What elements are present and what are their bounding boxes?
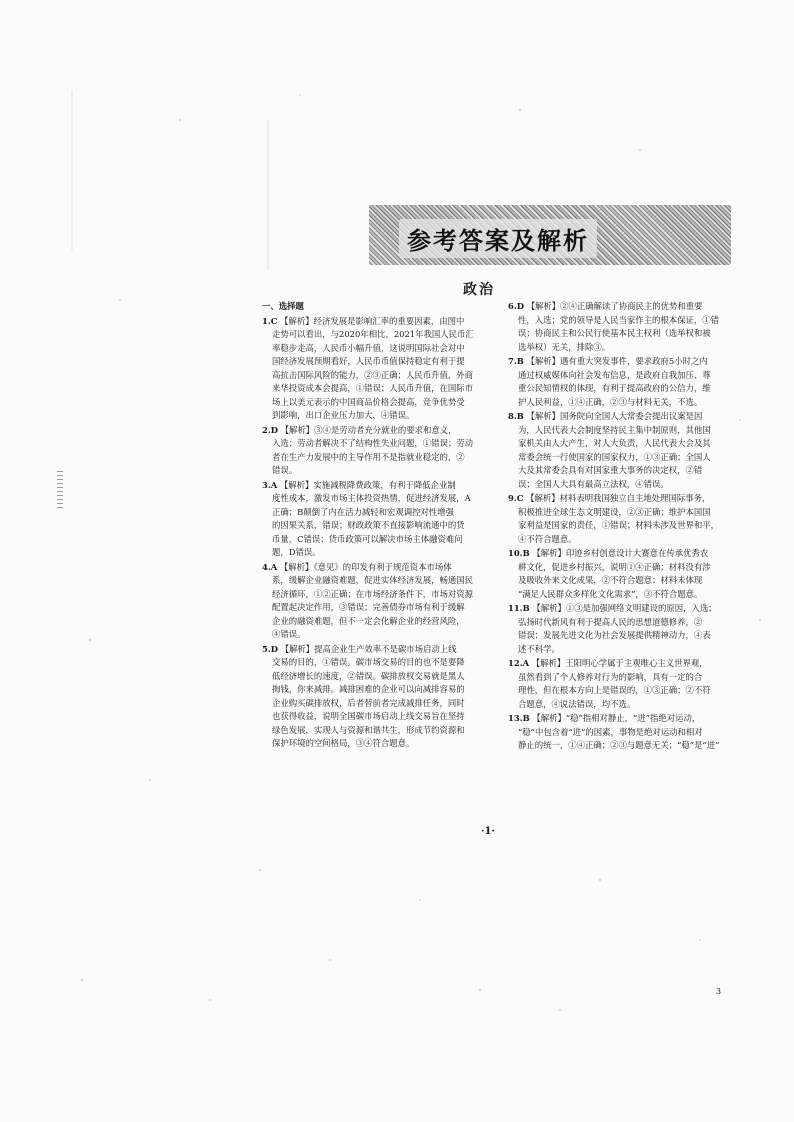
answer-item: [508, 657, 728, 711]
answer-line: 误；全国人大具有最高立法权，④错误。: [518, 478, 669, 489]
answer-line: 错误。: [272, 465, 298, 475]
answer-number: 6.D: [508, 301, 525, 311]
answer-line: 家机关由人大产生，对人大负责，人民代表大会及其: [518, 438, 711, 448]
answer-number: 8.B: [508, 411, 524, 421]
answer-number: 13.B: [508, 713, 530, 723]
answer-line: 正确；B颠倒了内在活力减轻和宏观调控对性增强: [272, 506, 455, 517]
answer-item: [508, 410, 728, 491]
answer-line: “稳”中包含着“进”的因素，事物是绝对运动和相对: [518, 726, 703, 737]
answer-line: 积极推进全球生态文明建设，②③正确；维护本国国: [518, 506, 711, 517]
answer-text: 【解析】印迹乡村创意设计大赛意在传承优秀农: [532, 548, 709, 558]
answer-line: 为，人民代表大会制度坚持民主集中制原则，其他国: [518, 424, 711, 435]
answer-line: 系，缓解企业融资难题，促进实体经济发展，畅通国民: [272, 575, 473, 585]
answer-line: [262, 561, 494, 575]
answer-line: [508, 410, 728, 424]
answer-line: 来华投资成本会提高，①错误；人民币升值，在国际市: [272, 383, 473, 393]
answer-line: [508, 492, 728, 506]
answer-line: 绿色发展，实现人与资源和谐共生，形成节约资源和: [272, 724, 465, 735]
answer-text: 【解析】②④正确解读了协商民主的优势和重要: [526, 301, 703, 311]
answer-number: 11.B: [508, 603, 530, 613]
answer-line: 场上以美元表示的中国商品价格会提高，竞争优势受: [272, 396, 465, 407]
answer-line: [508, 547, 728, 561]
answer-number: 9.C: [508, 493, 524, 503]
answer-line: 也获得收益，说明全国碳市场启动上线交易旨在坚持: [272, 711, 465, 721]
answer-line: 保护环境的空间格局，③④符合题意。: [272, 738, 415, 748]
right-column: [508, 300, 728, 754]
answer-line: 入选；劳动者解决不了结构性失业问题，①错误；劳动: [272, 438, 473, 448]
section-heading: 一、选择题: [262, 301, 304, 311]
answer-line: [508, 602, 728, 616]
answer-line: 率稳步走高，人民币小幅升值，这说明国际社会对中: [272, 342, 465, 353]
answer-text: 【解析】遇有重大突发事件，要求政府5小时之内: [526, 356, 708, 366]
answer-line: 通过权威媒体向社会发布信息，是政府自我加压、尊: [518, 369, 711, 380]
answer-number: 7.B: [508, 356, 524, 366]
answer-text: 【解析】③④是劳动者充分就业的要求和意义，: [280, 424, 457, 435]
left-column: [262, 300, 494, 752]
answer-line: 币量，C错误；货币政策可以解决市场主体融资难问: [272, 533, 463, 544]
answer-line: 企业购买碳排放权，后者替前者完成减排任务，同时: [272, 697, 465, 708]
answer-line: ④不符合题意。: [518, 533, 577, 544]
answer-number: 2.D: [262, 424, 279, 435]
title-banner: [369, 205, 731, 265]
answer-item: [508, 355, 728, 409]
answer-line: [262, 315, 494, 329]
answer-line: [262, 643, 494, 657]
page-number: ·1·: [481, 826, 495, 837]
subject-heading: 政治: [463, 282, 495, 298]
right-answer-list: [508, 300, 728, 753]
answer-line: 到影响，出口企业压力加大，④错误。: [272, 410, 415, 420]
answer-text: 【解析】王阳明心学属于主观唯心主义世界观，: [531, 658, 708, 668]
answer-line: 性，入选；党的领导是人民当家作主的根本保证，①错: [518, 314, 719, 325]
answer-number: 12.A: [508, 658, 530, 668]
answer-line: 理性，但在根本方向上是错误的，①③正确；②不符: [518, 685, 711, 695]
answer-number: 10.B: [508, 548, 530, 558]
answer-line: 低经济增长的速度，②错误。碳排放权交易就是黑人: [272, 670, 465, 681]
answer-line: 的因果关系，错误；财政政策不直接影响流通中的货: [272, 520, 465, 530]
answer-line: [508, 355, 728, 369]
answer-item: [262, 643, 494, 751]
answer-item: [262, 479, 494, 560]
answer-line: 合题意，④说法错误，均不选。: [518, 698, 636, 709]
answer-item: [262, 315, 494, 423]
answer-line: 交易的目的，①错误。碳市场交易的目的也不是要降: [272, 657, 465, 667]
answer-line: 弘扬时代新风有利于提高人民的思想道德修养，②: [518, 616, 703, 627]
answer-line: 耕文化，促进乡村振兴，说明①④正确；材料没有涉: [518, 561, 711, 572]
answer-line: 常委会统一行使国家的国家权力，①③正确；全国人: [518, 451, 711, 462]
answer-line: 误；协商民主和公民行使基本民主权利（选举权和被: [518, 328, 711, 338]
answer-line: 国经济发展预期看好，人民币币值保持稳定有利于提: [272, 356, 465, 366]
answer-line: 错误；发展先进文化为社会发展提供精神动力，④表: [518, 630, 711, 640]
answer-line: 度性成本，激发市场主体投资热情，促进经济发展，A: [272, 493, 471, 503]
answer-text: 【解析】《意见》的印发有利于规范资本市场体: [279, 561, 452, 572]
answer-item: [508, 602, 728, 656]
answer-text: 【解析】提高企业生产效率不是碳市场启动上线: [280, 643, 457, 654]
answer-item: [262, 561, 494, 642]
answer-text: 【解析】①③是加强网络文明建设的原因，入选；: [532, 603, 717, 613]
answer-line: 选举权）无关，排除③。: [518, 341, 611, 352]
corner-mark: 3: [716, 987, 722, 996]
answer-item: [508, 712, 728, 753]
answer-number: 3.A: [262, 479, 278, 490]
left-answer-list: [262, 315, 494, 751]
answer-line: 大及其常委会具有对国家重大事务的决定权，②错: [518, 465, 703, 475]
answer-number: 5.D: [262, 643, 279, 654]
answer-text: 【解析】材料表明我国独立自主地处理国际事务，: [526, 493, 711, 503]
answer-line: 企业的融资难题，但不一定会化解企业的经营风险，: [272, 615, 465, 626]
answer-line: “满足人民群众多样化文化需求”，③不符合题意。: [518, 588, 703, 599]
answer-line: ④错误。: [272, 629, 306, 639]
answer-line: 重公民知情权的体现，有利于提高政府的公信力，维: [518, 383, 711, 393]
answer-line: [262, 424, 494, 438]
answer-item: [508, 492, 728, 546]
answer-text: 【解析】国务院向全国人大常委会提出议案是因: [526, 411, 703, 421]
answer-text: 【解析】“稳”指相对静止，“进”指绝对运动，: [532, 713, 701, 723]
answer-item: [262, 424, 494, 478]
answer-line: 及吸收外来文化成果，②不符合题意；材料未体现: [518, 575, 703, 585]
answer-line: 高抗击国际风险的能力，②③正确；人民币升值，外商: [272, 369, 473, 380]
answer-line: 虽然看到了个人修养对行为的影响，具有一定的合: [518, 671, 703, 682]
answer-text: 【解析】经济发展是影响汇率的重要因素，由图中: [280, 315, 465, 326]
answer-line: 者在生产力发展中的主导作用不是指就业稳定的，②: [272, 451, 465, 462]
answer-line: 护人民利益，①④正确，②③与材料无关，不选。: [518, 396, 703, 407]
answer-line: [508, 657, 728, 671]
answer-line: 静止的统一，①④正确；②③与题意无关；“稳”是“进”: [518, 740, 720, 750]
answer-line: 题，D错误。: [272, 547, 321, 557]
answer-number: 4.A: [262, 561, 278, 572]
answer-line: 经济循环，①②正确；在市场经济条件下，市场对资源: [272, 588, 473, 599]
answer-line: 家利益是国家的责任，①错误；材料未涉及世界和平，: [518, 520, 719, 530]
banner-title: 参考答案及解析: [399, 219, 597, 258]
answer-line: [508, 712, 728, 726]
answer-line: 述不科学。: [518, 643, 560, 654]
answer-line: [508, 300, 728, 314]
answer-item: [508, 300, 728, 354]
answer-number: 1.C: [262, 315, 278, 326]
answer-line: 掏钱，你来减排。减排困难的企业可以向减排容易的: [272, 684, 465, 694]
answer-line: [262, 479, 494, 493]
answer-item: [508, 547, 728, 601]
answer-line: 配置起决定作用，③错误；完善债券市场有利于缓解: [272, 602, 465, 612]
scan-edge-artifact: [57, 470, 63, 508]
answer-text: 【解析】实施减税降费政策，有利于降低企业制: [279, 479, 456, 490]
answer-line: 走势可以看出，与2020年相比，2021年我国人民币汇: [272, 329, 474, 339]
